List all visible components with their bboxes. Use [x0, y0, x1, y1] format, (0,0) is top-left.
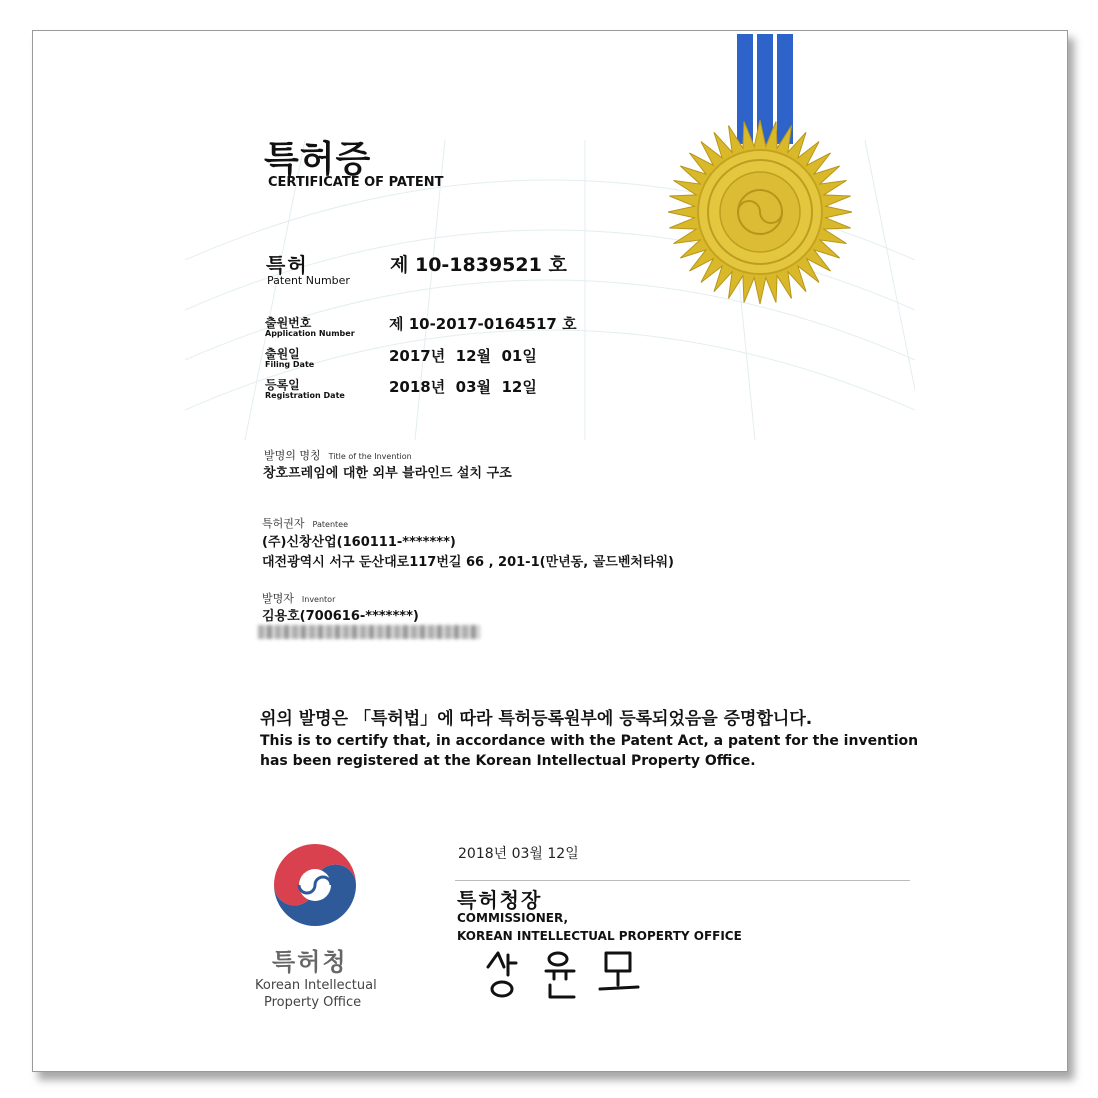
- patent-number-label-en: Patent Number: [267, 274, 350, 287]
- invention-heading: [264, 444, 412, 463]
- commissioner-title-en-1: COMMISSIONER,: [457, 911, 569, 925]
- application-number-value: 제 10-2017-0164517 호: [389, 315, 577, 333]
- kipo-name: 특허청: [272, 948, 348, 976]
- patent-number-value: 제 10-1839521 호: [390, 254, 567, 276]
- issue-date: 2018년 03월 12일: [458, 846, 579, 862]
- invention-label-en: Title of the Invention: [328, 452, 412, 461]
- redacted-address: [258, 625, 480, 639]
- kipo-name-en-1: Korean Intellectual: [255, 978, 377, 993]
- inventor-name: 김용호(700616-*******): [262, 609, 419, 624]
- application-number-label-en: Application Number: [265, 329, 355, 338]
- filing-date-value: 2017년 12월 01일: [389, 347, 537, 365]
- certificate-title: 특허증: [264, 139, 372, 180]
- gold-seal-ribbon: [665, 34, 855, 309]
- certificate-title-en: CERTIFICATE OF PATENT: [268, 175, 444, 190]
- registration-date-value: 2018년 03월 12일: [389, 378, 537, 396]
- invention-title: 창호프레임에 대한 외부 블라인드 설치 구조: [263, 466, 512, 481]
- certification-statement: 위의 발명은 「특허법」에 따라 특허등록원부에 등록되었음을 증명합니다.: [260, 709, 813, 729]
- patent-number-label: 특허: [266, 253, 309, 277]
- filing-date-label: 출원일: [265, 347, 300, 361]
- patentee-label: 특허권자: [262, 517, 305, 530]
- registration-date-label-en: Registration Date: [265, 391, 345, 400]
- certification-statement-en-2: has been registered at the Korean Intellectual Property Office.: [260, 753, 756, 769]
- commissioner-title-en-2: KOREAN INTELLECTUAL PROPERTY OFFICE: [457, 929, 742, 943]
- certification-statement-en-1: This is to certify that, in accordance with the Patent Act, a patent for the invention: [260, 733, 919, 749]
- application-number-label: 출원번호: [265, 316, 312, 330]
- kipo-name-en-2: Property Office: [264, 995, 362, 1010]
- patentee-name: (주)신창산업(160111-*******): [262, 535, 456, 550]
- inventor-label: 발명자: [262, 592, 294, 605]
- patentee-address: 대전광역시 서구 둔산대로117번길 66 , 201-1(만년동, 골드벤처타워): [262, 555, 674, 570]
- signature-divider: [455, 880, 910, 881]
- commissioner-signature: [478, 945, 658, 1005]
- inventor-heading: [262, 587, 335, 606]
- kipo-taegeuk-icon: [270, 840, 360, 930]
- patentee-label-en: Patentee: [312, 520, 348, 529]
- filing-date-label-en: Filing Date: [265, 360, 315, 369]
- commissioner-title: 특허청장: [457, 888, 543, 912]
- registration-date-label: 등록일: [265, 378, 300, 392]
- gold-seal-icon: [668, 120, 852, 304]
- patentee-heading: [262, 512, 348, 531]
- invention-label: 발명의 명칭: [264, 449, 321, 462]
- inventor-label-en: Inventor: [301, 595, 336, 604]
